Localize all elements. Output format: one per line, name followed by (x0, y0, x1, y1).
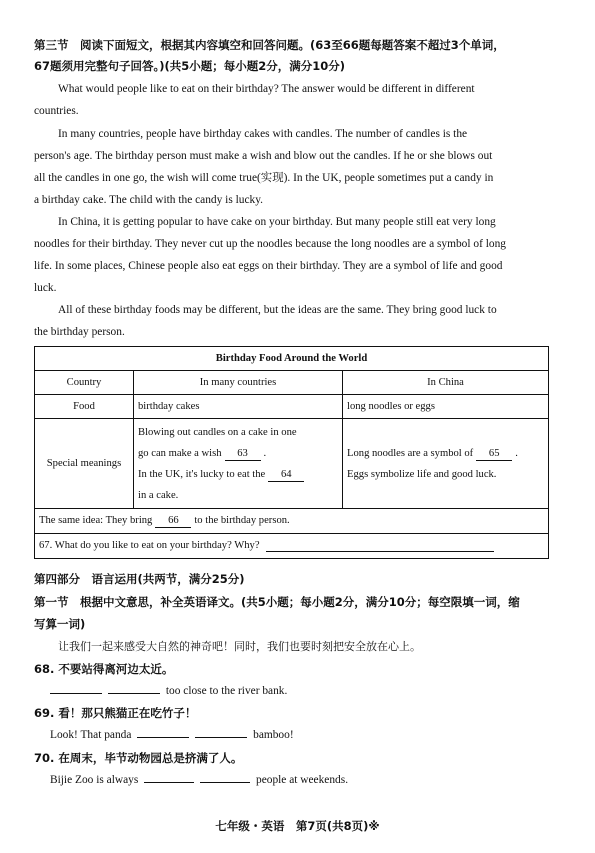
part4-section1-heading-cont: 写算一词) (34, 617, 86, 631)
header-many-countries: In many countries (134, 371, 343, 395)
passage-line: In China, it is getting popular to have cake on your birthday. But many people still eat very long (58, 216, 496, 228)
row-label-special: Special meanings (35, 419, 134, 509)
section3-heading-cont: 67题须用完整句子回答。)(共5小题；每小题2分，满分10分) (34, 59, 346, 73)
passage-line: What would people like to eat on their birthday? The answer would be different in different (58, 83, 475, 95)
q70-blank-2[interactable] (200, 782, 250, 783)
food-china: long noodles or eggs (343, 395, 549, 419)
q68-english: too close to the river bank. (50, 684, 565, 698)
q69-chinese: 69. 看！那只熊猫正在吃竹子！ (34, 706, 197, 720)
q69-blank-1[interactable] (137, 737, 189, 738)
header-china: In China (343, 371, 549, 395)
passage-line: a birthday cake. The child with the candy is lucky. (34, 194, 264, 206)
passage-line: life. In some places, Chinese people also eat eggs on their birthday. They are a symbol of life and good (34, 260, 503, 272)
part4-heading: 第四部分 语言运用(共两节，满分25分) (34, 572, 245, 586)
section3-heading: 第三节 阅读下面短文，根据其内容填空和回答问题。(63至66题每题答案不超过3个单词， (34, 38, 505, 52)
passage-line: luck. (34, 282, 57, 294)
passage-line: noodles for their birthday. They never cut up the noodles because the long noodles are a symbol of long (34, 238, 506, 250)
special-china (343, 419, 549, 509)
passage-line: person's age. The birthday person must make a wish and blow out the candles. If he or she blows out (34, 150, 493, 162)
q68-blank-1[interactable] (50, 693, 102, 694)
part4-intro: 让我们一起来感受大自然的神奇吧！同时，我们也要时刻把安全放在心上。 (58, 640, 421, 653)
answer-line-67[interactable] (266, 540, 494, 552)
special-many-line: in a cake. (138, 489, 179, 501)
page-footer: 七年级・英语 第7页(共8页)※ (215, 819, 380, 833)
q70-chinese: 70. 在周末，毕节动物园总是挤满了人。 (34, 751, 243, 765)
passage-line: all the candles in one go, the wish will come true(实现). In the UK, people sometimes put a candy in (34, 172, 494, 184)
passage-line: In many countries, people have birthday cakes with candles. The number of candles is the (58, 128, 468, 140)
blank-63[interactable]: 63 (225, 448, 261, 461)
q69-blank-2[interactable] (195, 737, 247, 738)
special-many-line: Blowing out candles on a cake in one (138, 426, 297, 438)
same-idea-row: The same idea: They bring 66 to the birthday person. (35, 509, 549, 534)
birthday-food-table (34, 346, 549, 559)
q69-english: Look! That panda bamboo! (50, 729, 294, 741)
table-title: Birthday Food Around the World (35, 347, 549, 371)
special-many-line: go can make a wish 63 . (138, 447, 267, 459)
q68-chinese: 68. 不要站得离河边太近。 (34, 662, 174, 676)
passage-line: countries. (34, 105, 79, 117)
blank-66[interactable]: 66 (155, 515, 191, 528)
special-many (134, 419, 343, 509)
passage-line: All of these birthday foods may be different, but the ideas are the same. They bring good luck to (58, 304, 497, 316)
blank-65[interactable]: 65 (476, 448, 512, 461)
row-label-food: Food (35, 395, 134, 419)
special-many-line: In the UK, it's lucky to eat the 64 (138, 464, 338, 485)
part4-section1-heading: 第一节 根据中文意思，补全英语译文。(共5小题；每小题2分，满分10分；每空限填一词，缩 (34, 595, 520, 609)
blank-64[interactable]: 64 (268, 469, 304, 482)
q70-blank-1[interactable] (144, 782, 194, 783)
special-china-line: Eggs symbolize life and good luck. (347, 468, 497, 480)
special-china-line: Long noodles are a symbol of 65 . (347, 447, 518, 459)
q68-blank-2[interactable] (108, 693, 160, 694)
food-many: birthday cakes (134, 395, 343, 419)
question-67-row: 67. What do you like to eat on your birthday? Why? (35, 534, 549, 559)
q70-english: Bijie Zoo is always people at weekends. (50, 774, 349, 786)
header-country: Country (35, 371, 134, 395)
passage-line: the birthday person. (34, 326, 125, 338)
